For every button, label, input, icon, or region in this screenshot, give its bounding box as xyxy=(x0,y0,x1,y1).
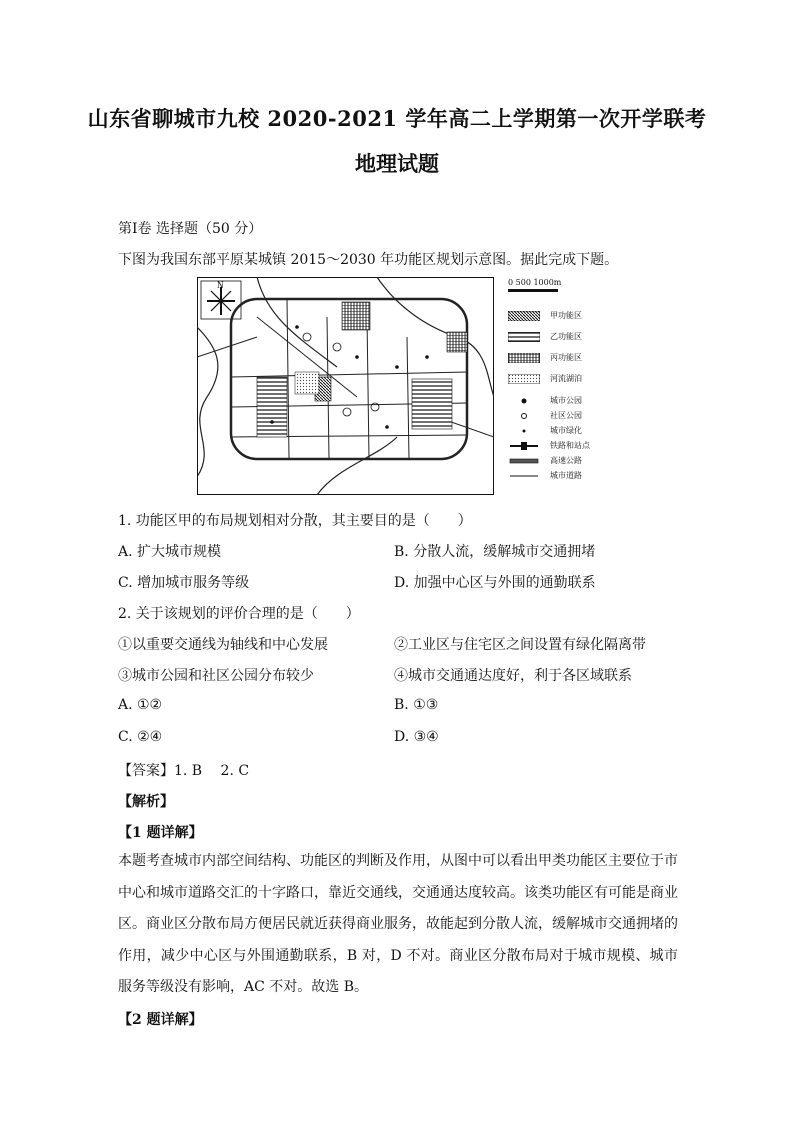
legend-item-road: 城市道路 xyxy=(550,471,582,480)
title-line-1: 山东省聊城市九校 2020-2021 学年高二上学期第一次开学联考 xyxy=(87,106,707,131)
legend-item-railway: 铁路和站点 xyxy=(502,439,622,453)
q1-option-a: A. 扩大城市规模 xyxy=(118,544,222,560)
map-legend xyxy=(502,277,622,495)
legend-item-c: 丙功能区 xyxy=(502,351,622,365)
legend-item-highway: 高速公路 xyxy=(502,454,622,468)
intro-text: 下图为我国东部平原某城镇 2015～2030 年功能区规划示意图。据此完成下题。 xyxy=(118,252,619,268)
q2-option-a: A. ①② xyxy=(118,697,163,713)
analysis-label: 【解析】 xyxy=(118,794,174,810)
q1-option-d: D. 加强中心区与外围的通勤联系 xyxy=(394,575,596,591)
scale-label: 0 500 1000m xyxy=(508,278,562,287)
title-line-2: 地理试题 xyxy=(355,151,439,176)
section-heading: 第Ⅰ卷 选择题（50 分） xyxy=(118,221,263,237)
q1-stem: 1. 功能区甲的布局规划相对分散，其主要目的是（ ） xyxy=(118,513,472,529)
q2-statement-3: ③城市公园和社区公园分布较少 xyxy=(118,668,314,684)
detail2-label: 【2 题详解】 xyxy=(118,1012,203,1028)
detail1-text: 本题考查城市内部空间结构、功能区的判断及作用，从图中可以看出甲类功能区主要位于市中心和城市道路交汇的十字路口，靠近交通线，交通通达度较高。该类功能区有可能是商业区。商业区分散布局方便居民就近获得商业服务，故能起到分散人流，缓解城市交通拥堵的作用，减少中心区与外围通勤联系，B 对，D 不对。商业区分散布局对于城市规模、城市服务等级没有影响，AC 不对。故选 B。 xyxy=(118,853,678,995)
detail1-label: 【1 题详解】 xyxy=(118,825,203,841)
legend-item-a: 甲功能区 xyxy=(502,309,622,323)
legend-item-greening: 城市绿化 xyxy=(502,424,622,438)
q2-stem: 2. 关于该规划的评价合理的是（ ） xyxy=(118,606,360,622)
planning-map xyxy=(197,277,494,495)
q2-option-b: B. ①③ xyxy=(394,697,439,713)
q2-option-d: D. ③④ xyxy=(394,729,439,745)
answer-line: 【答案】1. B 2. C xyxy=(118,763,250,779)
q1-option-b: B. 分散人流，缓解城市交通拥堵 xyxy=(394,544,596,560)
q2-statement-1: ①以重要交通线为轴线和中心发展 xyxy=(118,637,328,653)
legend-item-b: 乙功能区 xyxy=(502,330,622,344)
legend-item-community-park: 社区公园 xyxy=(502,409,622,423)
q2-statement-4: ④城市交通通达度好，利于各区域联系 xyxy=(394,668,632,684)
scale-bar xyxy=(508,289,558,292)
north-label: N xyxy=(217,280,224,290)
q2-option-c: C. ②④ xyxy=(118,729,163,745)
legend-item-city-park: 城市公园 xyxy=(502,394,622,408)
q2-statement-2: ②工业区与住宅区之间设置有绿化隔离带 xyxy=(394,637,646,653)
legend-item-river: 河流湖泊 xyxy=(502,372,622,386)
q1-option-c: C. 增加城市服务等级 xyxy=(118,575,250,591)
